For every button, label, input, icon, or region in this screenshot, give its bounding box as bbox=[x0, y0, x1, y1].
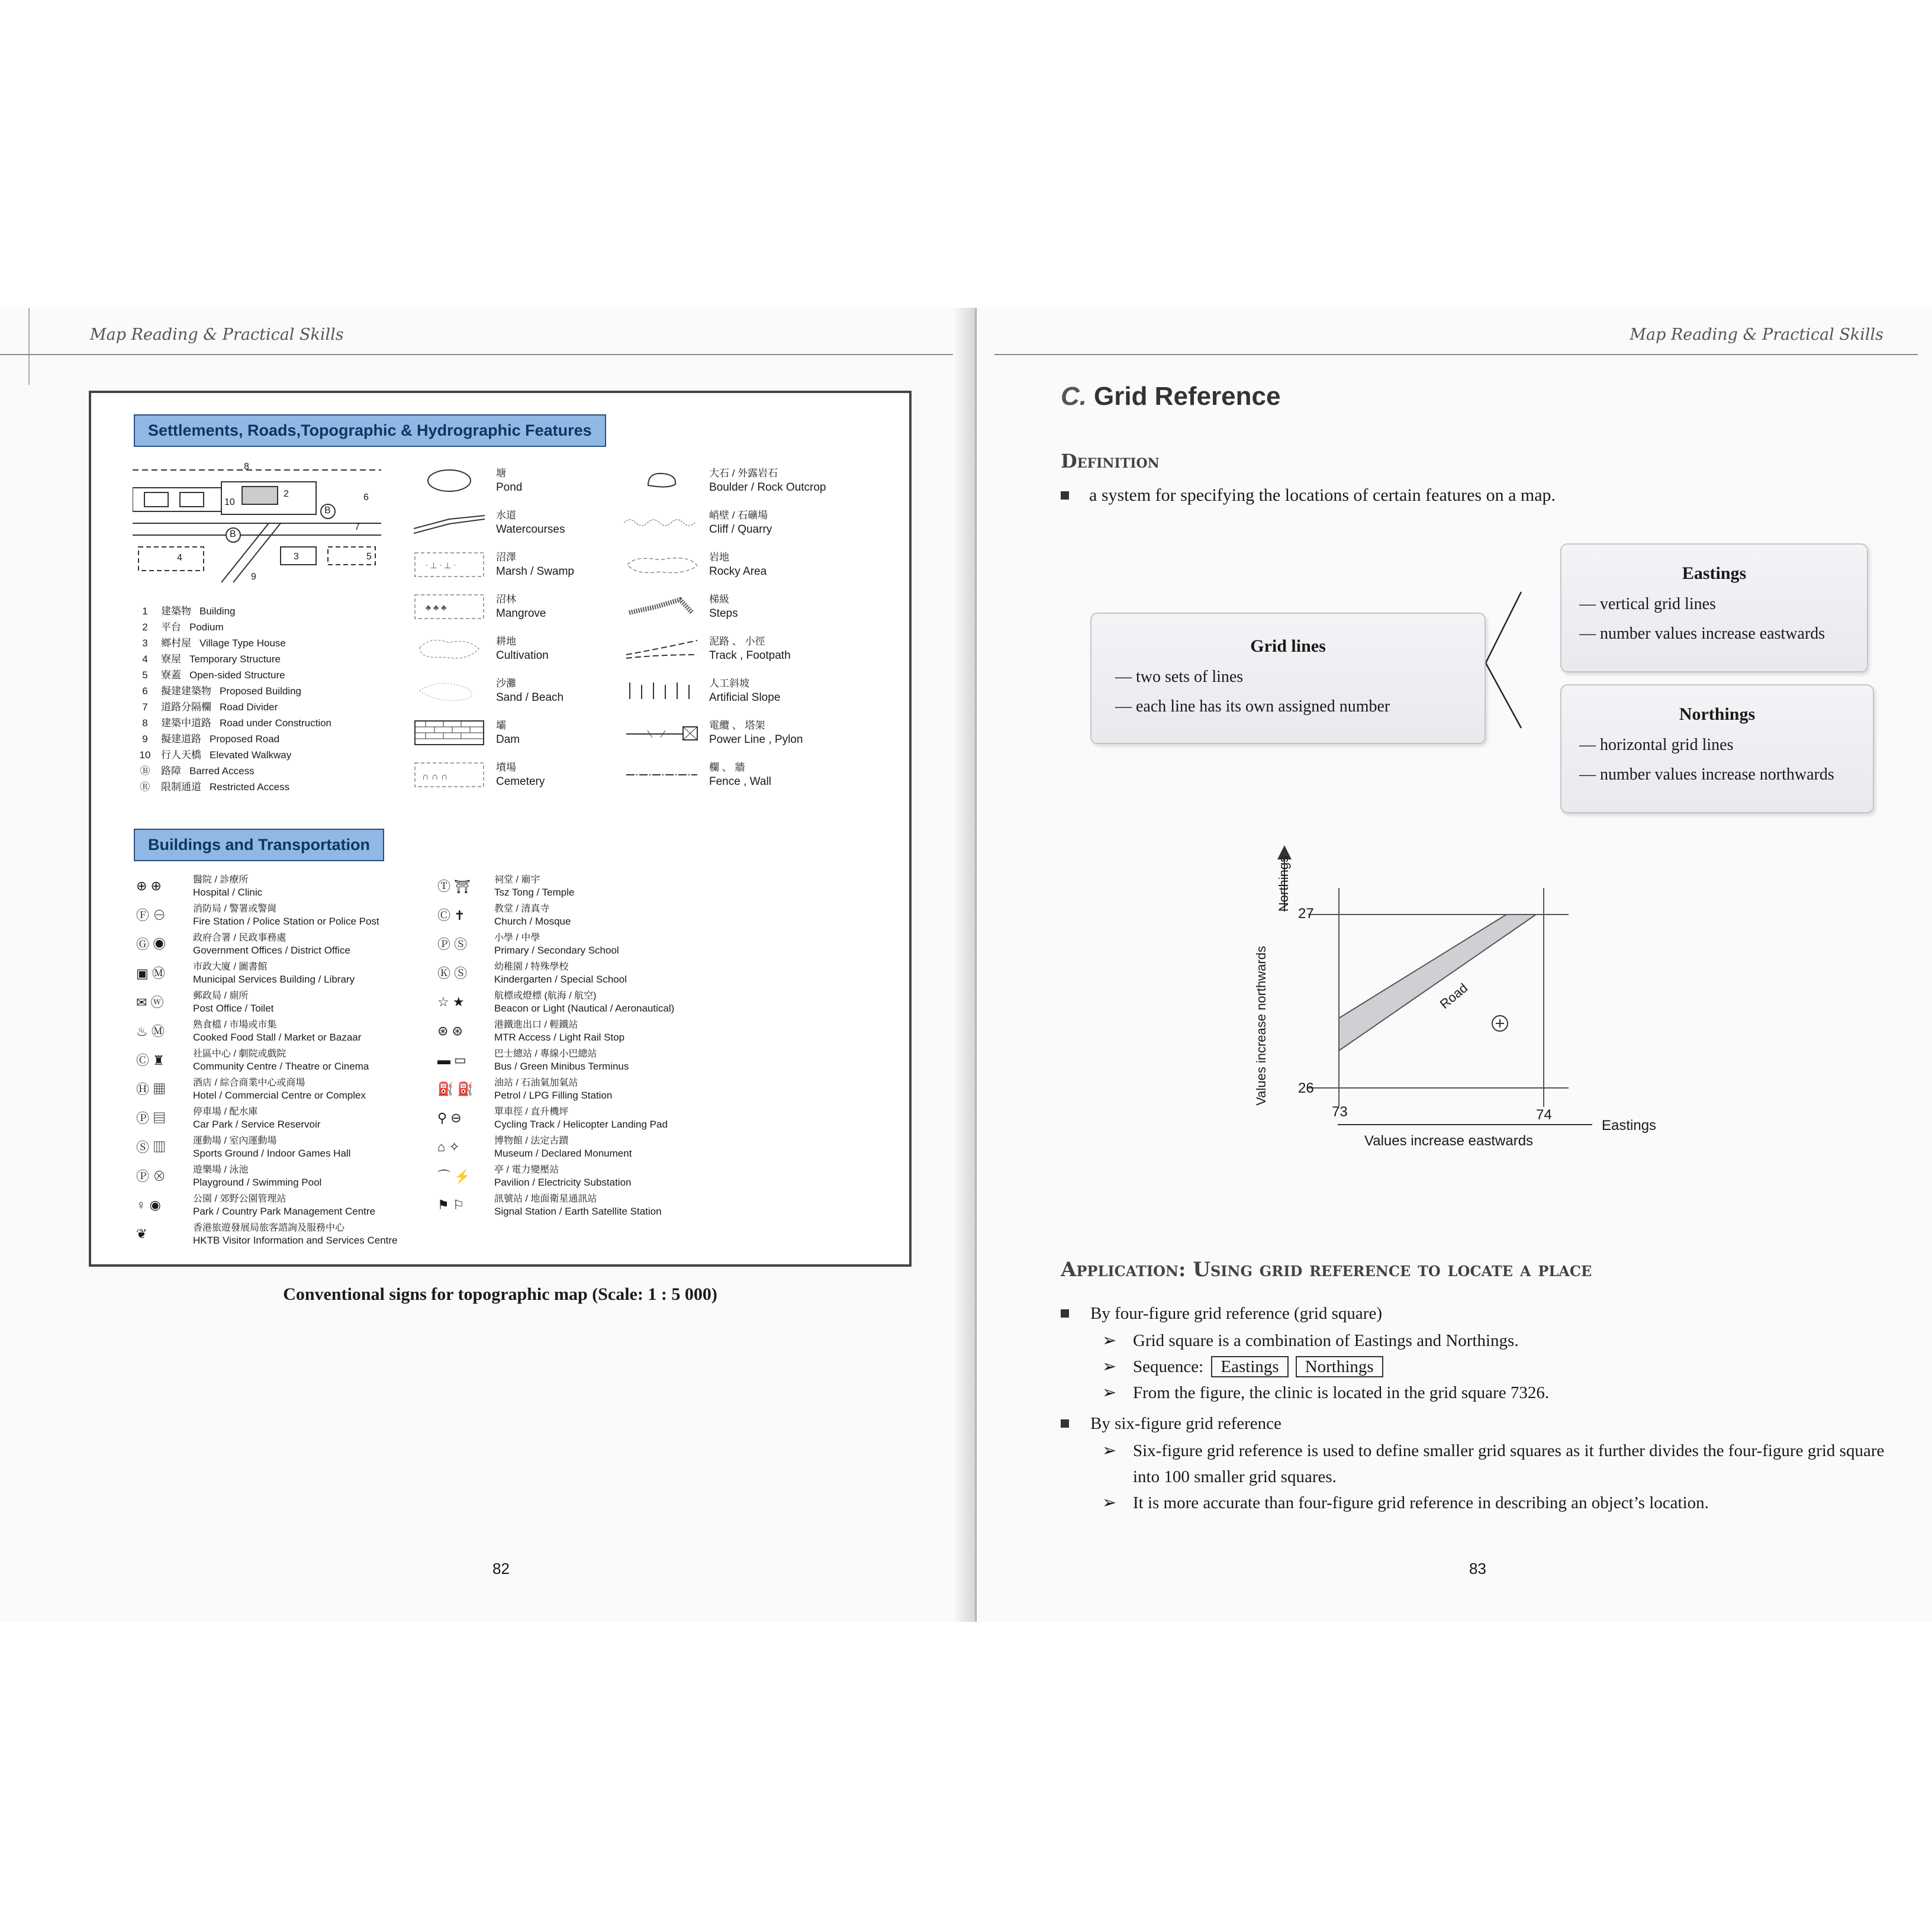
buildings-column-2 bbox=[437, 871, 674, 1219]
list-item: 9 擬建道路 Proposed Road bbox=[142, 733, 280, 745]
svg-text:∩ ∩ ∩: ∩ ∩ ∩ bbox=[422, 771, 448, 782]
running-head-right: Map Reading & Practical Skills bbox=[1630, 326, 1883, 344]
car-park-icon: Ⓟ ▤ bbox=[136, 1111, 166, 1126]
museum-icon: ⌂ ✧ bbox=[437, 1139, 460, 1154]
bullet-icon bbox=[1061, 1419, 1069, 1428]
list-item: ⛽ ⛽ 油站 / 石油氣加氣站 Petrol / LPG Filling Station bbox=[437, 1077, 613, 1101]
temple-icon: Ⓣ ⛩ bbox=[437, 879, 471, 894]
list-item: 水道 Watercourses bbox=[411, 501, 574, 543]
list-item: Ⓟ Ⓢ 小學 / 中學 Primary / Secondary School bbox=[437, 932, 619, 956]
mtr-icon: ⊛ ⊛ bbox=[437, 1023, 463, 1038]
list-item: 耕地 Cultivation bbox=[411, 627, 574, 669]
list-item: 人工斜坡 Artificial Slope bbox=[624, 669, 826, 711]
list-item: ⌒ ⚡ 亭 / 電力變壓站 Pavilion / Electricity Substation bbox=[437, 1164, 632, 1188]
northings-box: Northings — horizontal grid lines — number values increase northwards bbox=[1560, 684, 1874, 813]
bus-terminus-icon: ▬ ▭ bbox=[437, 1052, 466, 1067]
cultivation-icon bbox=[411, 634, 488, 664]
list-item: 10 行人天橋 Elevated Walkway bbox=[139, 749, 292, 761]
page-number-left: 82 bbox=[492, 1560, 510, 1577]
church-icon: Ⓒ ✝ bbox=[437, 908, 465, 923]
list-item: Ⓑ 路障 Barred Access bbox=[140, 765, 255, 777]
list-item: 3 鄉村屋 Village Type House bbox=[142, 637, 286, 649]
definition-heading: Definition bbox=[1061, 450, 1160, 472]
bullet-icon bbox=[1061, 491, 1069, 500]
section-title: Grid Reference bbox=[1094, 382, 1281, 411]
header-rule bbox=[0, 354, 959, 355]
list-item: Ⓣ ⛩ 祠堂 / 廟宇 Tsz Tong / Temple bbox=[437, 874, 575, 898]
feature-column-1 bbox=[411, 459, 574, 796]
road-label: Road bbox=[1437, 980, 1471, 1012]
list-item: Ⓟ ⊗ 遊樂場 / 泳池 Playground / Swimming Pool bbox=[136, 1164, 322, 1188]
list-item: By six-figure grid reference bbox=[1061, 1409, 1901, 1438]
grid-lines-box: Grid lines — two sets of lines — each line has its own assigned number bbox=[1090, 613, 1486, 744]
legend-section-title-buildings: Buildings and Transportation bbox=[134, 829, 384, 861]
art-label: 9 bbox=[251, 572, 256, 582]
list-item: 8 建築中道路 Road under Construction bbox=[142, 717, 332, 729]
list-item: Ⓟ ▤ 停車場 / 配水庫 Car Park / Service Reservoir bbox=[136, 1106, 321, 1130]
pond-icon bbox=[411, 466, 488, 495]
legend-box bbox=[89, 391, 912, 1267]
sequence-box-northings: Northings bbox=[1296, 1356, 1383, 1377]
mangrove-icon bbox=[411, 592, 488, 622]
art-label: 6 bbox=[363, 492, 369, 503]
svg-text:ᐧ ⊥ ᐧ ⊥ ᐧ: ᐧ ⊥ ᐧ ⊥ ᐧ bbox=[426, 560, 456, 570]
slope-icon bbox=[624, 676, 701, 706]
list-item: ♀ ◉ 公園 / 郊野公園管理站 Park / Country Park Management Centre bbox=[136, 1193, 376, 1217]
list-item: ♣ ♣ ♣ 沼林 Mangrove bbox=[411, 585, 574, 627]
list-item: ⌂ ✧ 博物館 / 法定古蹟 Museum / Declared Monument bbox=[437, 1135, 632, 1159]
park-icon: ♀ ◉ bbox=[136, 1197, 161, 1212]
community-centre-icon: Ⓒ ♜ bbox=[136, 1053, 165, 1068]
running-head-left: Map Reading & Practical Skills bbox=[90, 326, 344, 344]
playground-icon: Ⓟ ⊗ bbox=[136, 1169, 166, 1184]
easting-label-74: 74 bbox=[1536, 1107, 1552, 1123]
list-item: ➢ From the figure, the clinic is located in the grid square 7326. bbox=[1102, 1380, 1901, 1406]
list-item: ᐧ ⊥ ᐧ ⊥ ᐧ 沼澤 Marsh / Swamp bbox=[411, 543, 574, 585]
list-item: 6 擬建建築物 Proposed Building bbox=[142, 685, 301, 697]
art-label: B bbox=[230, 529, 236, 539]
art-label: 3 bbox=[294, 552, 299, 562]
list-item: ✉ ⓦ 郵政局 / 廁所 Post Office / Toilet bbox=[136, 990, 274, 1014]
list-item: ❦ 香港旅遊發展局旅客諮詢及服務中心 HKTB Visitor Information and Services Centre bbox=[136, 1222, 398, 1246]
section-heading bbox=[1061, 382, 1280, 411]
art-label: 2 bbox=[284, 489, 289, 499]
buildings-column-1 bbox=[136, 871, 398, 1248]
list-item: Ⓖ ◉ 政府合署 / 民政事務處 Government Offices / District Office bbox=[136, 932, 350, 956]
definition-item bbox=[1061, 485, 1556, 505]
eastings-axis-caption: Values increase eastwards bbox=[1364, 1133, 1534, 1149]
concept-map-connector bbox=[1486, 568, 1557, 758]
legend-section-title-settlements: Settlements, Roads,Topographic & Hydrographic Features bbox=[134, 414, 606, 447]
signal-station-icon: ⚑ ⚐ bbox=[437, 1197, 465, 1212]
petrol-station-icon: ⛽ ⛽ bbox=[437, 1081, 474, 1096]
legend-caption: Conventional signs for topographic map (Scale: 1 : 5 000) bbox=[283, 1284, 717, 1304]
steps-icon bbox=[624, 592, 701, 622]
list-item: ∩ ∩ ∩ 墳場 Cemetery bbox=[411, 754, 574, 796]
sequence-box-eastings: Eastings bbox=[1211, 1356, 1288, 1377]
list-item: 7 道路分隔欄 Road Divider bbox=[142, 701, 278, 713]
sports-ground-icon: Ⓢ ▥ bbox=[136, 1140, 166, 1155]
municipal-building-icon: ▣ Ⓜ bbox=[136, 966, 165, 981]
list-item: 沙灘 Sand / Beach bbox=[411, 669, 574, 711]
list-item: ➢ It is more accurate than four-figure grid reference in describing an object’s location. bbox=[1102, 1490, 1901, 1516]
left-page bbox=[0, 308, 977, 1622]
eastings-axis-title: Eastings bbox=[1602, 1118, 1657, 1134]
application-list bbox=[1061, 1299, 1901, 1516]
list-item: ⚲ ⊖ 單車徑 / 直升機坪 Cycling Track / Helicopter Landing Pad bbox=[437, 1106, 668, 1130]
list-item: ⚑ ⚐ 訊號站 / 地面衛星通訊站 Signal Station / Earth Satellite Station bbox=[437, 1193, 662, 1217]
school-icon: Ⓟ Ⓢ bbox=[437, 937, 468, 952]
header-rule bbox=[994, 354, 1918, 355]
sand-icon bbox=[411, 676, 488, 706]
list-item: 欄 、 牆 Fence , Wall bbox=[624, 754, 826, 796]
list-item: 泥路 、 小徑 Track , Footpath bbox=[624, 627, 826, 669]
list-item: ➢ Six-figure grid reference is used to define smaller grid squares as it further divides the four-figure grid square into 100 smaller grid squares. bbox=[1102, 1438, 1901, 1490]
grid-figure-labels bbox=[1253, 841, 1711, 1172]
list-item: 4 寮屋 Temporary Structure bbox=[142, 653, 281, 665]
track-icon bbox=[624, 634, 701, 664]
list-item: By four-figure grid reference (grid square) bbox=[1061, 1299, 1901, 1328]
cliff-icon bbox=[624, 508, 701, 537]
boulder-icon bbox=[624, 466, 701, 495]
list-item: 峭壁 / 石礦場 Cliff / Quarry bbox=[624, 501, 826, 543]
post-office-icon: ✉ ⓦ bbox=[136, 995, 164, 1010]
market-icon: ♨ Ⓜ bbox=[136, 1024, 165, 1039]
pavilion-icon: ⌒ ⚡ bbox=[437, 1169, 471, 1184]
arrow-bullet-icon: ➢ bbox=[1102, 1357, 1117, 1376]
kindergarten-icon: Ⓚ Ⓢ bbox=[437, 966, 468, 981]
arrow-bullet-icon: ➢ bbox=[1102, 1493, 1117, 1512]
beacon-icon: ☆ ★ bbox=[437, 994, 465, 1009]
dam-icon bbox=[411, 718, 488, 748]
list-item: Ⓒ ✝ 教堂 / 清真寺 Church / Mosque bbox=[437, 903, 571, 927]
svg-text:♣ ♣ ♣: ♣ ♣ ♣ bbox=[426, 602, 447, 612]
visitor-centre-icon: ❦ bbox=[136, 1226, 147, 1241]
list-item: Ⓢ ▥ 運動場 / 室內運動場 Sports Ground / Indoor Games Hall bbox=[136, 1135, 351, 1159]
application-heading: Application: Using grid reference to locate a place bbox=[1061, 1258, 1592, 1281]
list-item: 2 平台 Podium bbox=[142, 622, 224, 633]
easting-label-73: 73 bbox=[1332, 1104, 1348, 1120]
definition-text: a system for specifying the locations of certain features on a map. bbox=[1089, 485, 1556, 505]
cemetery-icon bbox=[411, 760, 488, 790]
list-item: Ⓚ Ⓢ 幼稚園 / 特殊學校 Kindergarten / Special School bbox=[437, 961, 627, 985]
art-label: 7 bbox=[355, 522, 360, 532]
power-line-icon bbox=[624, 718, 701, 748]
book-spread bbox=[0, 308, 1932, 1622]
list-item: ♨ Ⓜ 熟食檔 / 市場或市集 Cooked Food Stall / Market or Bazaar bbox=[136, 1019, 362, 1043]
bullet-icon bbox=[1061, 1309, 1069, 1318]
art-label: 8 bbox=[244, 462, 249, 472]
arrow-bullet-icon: ➢ bbox=[1102, 1331, 1117, 1350]
list-item: 壩 Dam bbox=[411, 711, 574, 754]
right-page bbox=[977, 308, 1932, 1622]
margin-line bbox=[28, 308, 30, 385]
list-item: ▬ ▭ 巴士總站 / 專線小巴總站 Bus / Green Minibus Terminus bbox=[437, 1048, 629, 1072]
list-item: 岩地 Rocky Area bbox=[624, 543, 826, 585]
northings-axis-caption: Values increase northwards bbox=[1253, 946, 1268, 1106]
section-letter: C. bbox=[1061, 382, 1087, 411]
list-item: Ⓗ ▦ 酒店 / 綜合商業中心或商場 Hotel / Commercial Centre or Complex bbox=[136, 1077, 366, 1101]
numbered-legend-list bbox=[137, 603, 331, 795]
rocky-area-icon bbox=[624, 550, 701, 579]
hospital-icon: ⊕ ⊕ bbox=[136, 878, 162, 893]
list-item: ☆ ★ 航標或燈標 (航海 / 航空) Beacon or Light (Nautical / Aeronautical) bbox=[437, 990, 675, 1014]
fire-station-icon: Ⓕ ⊖ bbox=[136, 908, 166, 923]
marsh-icon bbox=[411, 550, 488, 579]
art-label: 4 bbox=[177, 553, 182, 563]
page-number-right: 83 bbox=[1469, 1560, 1486, 1577]
feature-column-2 bbox=[624, 459, 826, 796]
list-item: Ⓒ ♜ 社區中心 / 劇院或戲院 Community Centre / Theatre or Cinema bbox=[136, 1048, 369, 1072]
list-item: 塘 Pond bbox=[411, 459, 574, 501]
fence-icon bbox=[624, 760, 701, 790]
northing-label-26: 26 bbox=[1298, 1080, 1314, 1096]
art-label: 10 bbox=[224, 497, 235, 507]
watercourse-icon bbox=[411, 508, 488, 537]
hotel-icon: Ⓗ ▦ bbox=[136, 1082, 166, 1097]
list-item: ⊛ ⊛ 港鐵進出口 / 輕鐵站 MTR Access / Light Rail Stop bbox=[437, 1019, 625, 1043]
list-item: Ⓕ ⊖ 消防局 / 警署或警崗 Fire Station / Police Station or Police Post bbox=[136, 903, 379, 927]
art-label: 5 bbox=[366, 552, 372, 562]
list-item: 電纜 、 塔架 Power Line , Pylon bbox=[624, 711, 826, 754]
list-item: ⊕ ⊕ 醫院 / 診療所 Hospital / Clinic bbox=[136, 874, 263, 898]
cycling-track-icon: ⚲ ⊖ bbox=[437, 1110, 462, 1125]
list-item: ▣ Ⓜ 市政大廈 / 圖書館 Municipal Services Building / Library bbox=[136, 961, 355, 985]
list-item: 1 建築物 Building bbox=[142, 606, 236, 617]
arrow-bullet-icon: ➢ bbox=[1102, 1441, 1117, 1460]
northing-label-27: 27 bbox=[1298, 906, 1314, 922]
art-label: B bbox=[324, 505, 331, 516]
list-item: 5 寮蓋 Open-sided Structure bbox=[142, 669, 285, 681]
list-item: 大石 / 外露岩石 Boulder / Rock Outcrop bbox=[624, 459, 826, 501]
settlement-diagram-labels bbox=[133, 464, 381, 582]
list-item: ➢ Sequence: Eastings Northings bbox=[1102, 1354, 1901, 1380]
eastings-box: Eastings — vertical grid lines — number values increase eastwards bbox=[1560, 543, 1868, 672]
government-office-icon: Ⓖ ◉ bbox=[136, 937, 166, 952]
list-item: ➢ Grid square is a combination of Eastings and Northings. bbox=[1102, 1328, 1901, 1354]
arrow-bullet-icon: ➢ bbox=[1102, 1383, 1117, 1402]
northings-axis-title: Northings bbox=[1276, 855, 1292, 912]
list-item: 梯級 Steps bbox=[624, 585, 826, 627]
list-item: Ⓡ 限制通道 Restricted Access bbox=[140, 781, 290, 793]
